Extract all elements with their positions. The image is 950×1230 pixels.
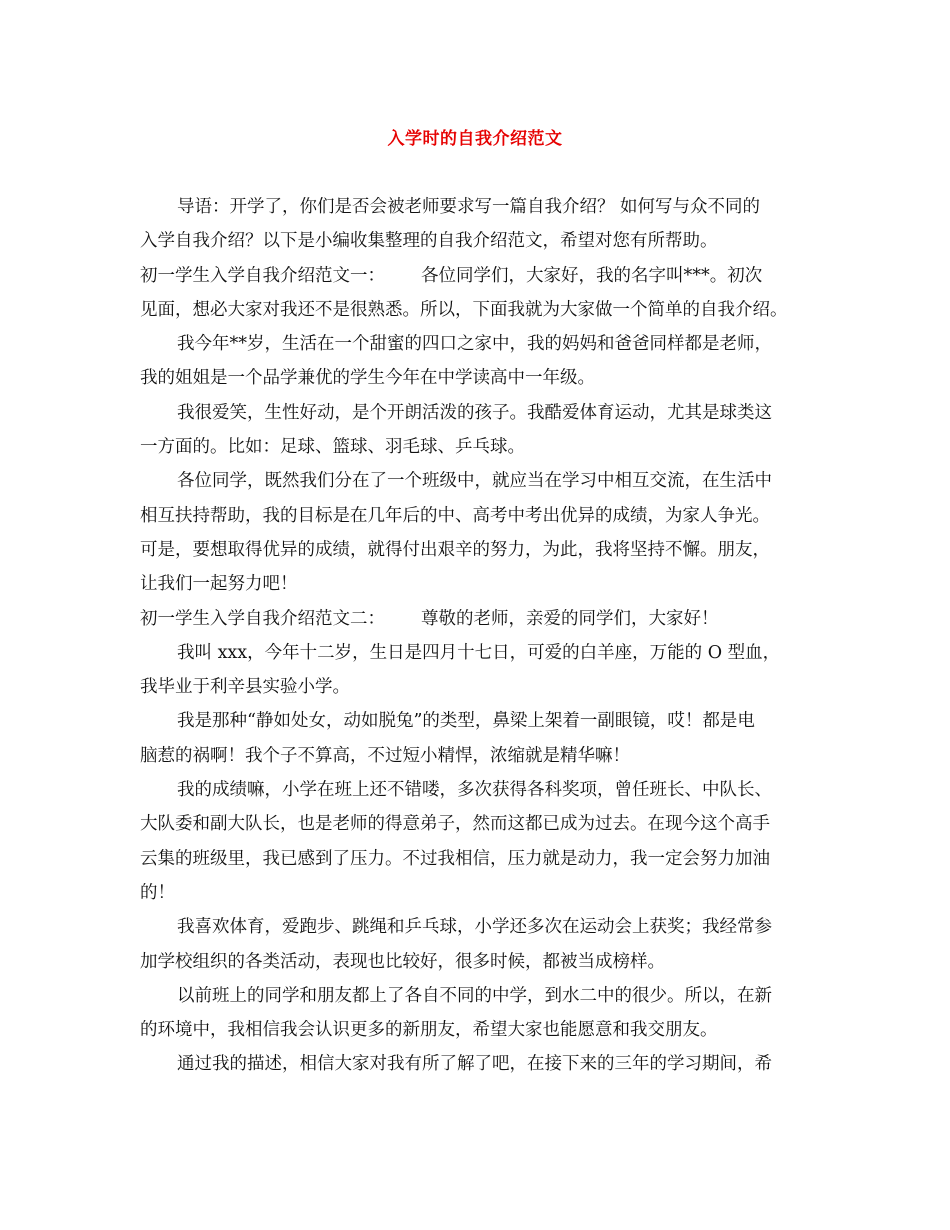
paragraph-line: 让我们一起努力吧！ [140,574,298,595]
paragraph-line: 以前班上的同学和朋友都上了各自不同的中学，到水二中的很少。所以，在新 [177,985,772,1006]
section-heading: 初一学生入学自我介绍范文二： [140,608,385,629]
paragraph-line: 入学自我介绍？以下是小编收集整理的自我介绍范文，希望对您有所帮助。 [140,231,718,252]
paragraph-line: 我今年**岁，生活在一个甜蜜的四口之家中，我的妈妈和爸爸同样都是老师， [177,334,772,355]
document-body [140,190,830,1082]
paragraph-line: 大队委和副大队长，也是老师的得意弟子，然而这都已成为过去。在现今这个高手 [140,814,770,835]
document-title: 入学时的自我介绍范文 [387,129,563,149]
paragraph-line: 我的姐姐是一个品学兼优的学生今年在中学读高中一年级。 [140,368,595,389]
paragraph-line: 我喜欢体育，爱跑步、跳绳和乒乓球，小学还多次在运动会上获奖；我经常参 [177,917,772,938]
paragraph-line: 我是那种“静如处女，动如脱兔”的类型，鼻梁上架着一副眼镜，哎！都是电 [177,711,755,732]
paragraph-line: 可是，要想取得优异的成绩，就得付出艰辛的努力，为此，我将坚持不懈。朋友， [140,539,770,560]
paragraph-line: 见面，想必大家对我还不是很熟悉。所以，下面我就为大家做一个简单的自我介绍。 [140,299,788,320]
paragraph-line: 脑惹的祸啊！我个子不算高，不过短小精悍，浓缩就是精华嘛！ [140,745,630,766]
paragraph-line: 我叫 xxx，今年十二岁，生日是四月十七日，可爱的白羊座，万能的 O 型血， [177,642,781,663]
paragraph-line: 我的成绩嘛，小学在班上还不错喽，多次获得各科奖项，曾任班长、中队长、 [177,780,772,801]
paragraph-line: 云集的班级里，我已感到了压力。不过我相信，压力就是动力，我一定会努力加油 [140,848,770,869]
section-heading-line [140,259,830,293]
paragraph-line: 的！ [140,882,175,903]
paragraph-line: 的环境中，我相信我会认识更多的新朋友，希望大家也能愿意和我交朋友。 [140,1020,718,1041]
paragraph-line: 我毕业于利辛县实验小学。 [140,677,350,698]
paragraph-text: 尊敬的老师，亲爱的同学们，大家好！ [421,608,719,629]
section-heading-line [140,602,830,636]
paragraph-line: 相互扶持帮助，我的目标是在几年后的中、高考中考出优异的成绩，为家人争光。 [140,505,770,526]
paragraph-line: 加学校组织的各类活动，表现也比较好，很多时候，都被当成榜样。 [140,951,665,972]
paragraph-line: 我很爱笑，生性好动，是个开朗活泼的孩子。我酷爱体育运动，尤其是球类这 [177,402,772,423]
section-heading: 初一学生入学自我介绍范文一： [140,265,385,286]
paragraph-line: 一方面的。比如：足球、篮球、羽毛球、乒乓球。 [140,437,525,458]
paragraph-text: 各位同学们，大家好，我的名字叫***。初次 [421,265,763,286]
paragraph-line: 导语：开学了，你们是否会被老师要求写一篇自我介绍？ 如何写与众不同的 [177,197,761,217]
paragraph-line: 各位同学，既然我们分在了一个班级中，就应当在学习中相互交流，在生活中 [177,471,772,492]
paragraph-line: 通过我的描述，相信大家对我有所了解了吧，在接下来的三年的学习期间，希 [177,1054,772,1075]
